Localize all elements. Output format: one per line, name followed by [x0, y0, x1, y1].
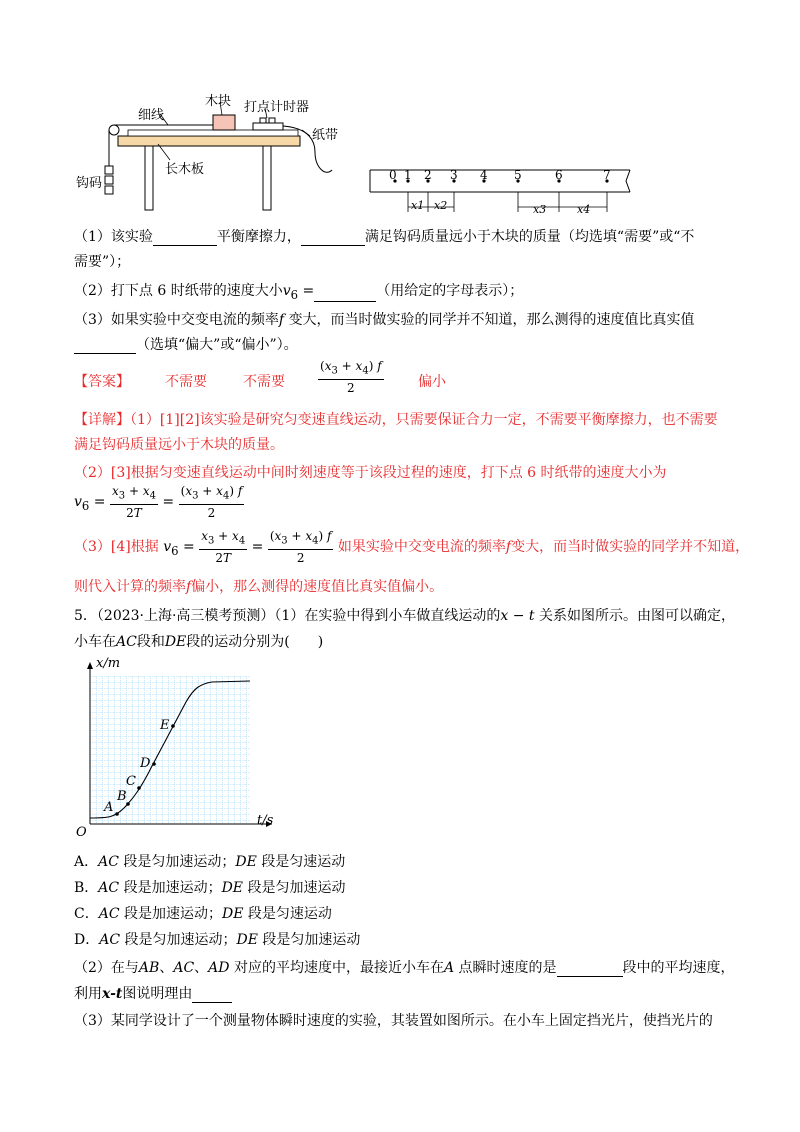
answer-label: 【答案】: [74, 374, 130, 390]
label-tape: 纸带: [312, 128, 339, 143]
tape-point-1: 1: [404, 168, 412, 182]
option-b[interactable]: B．AC 段是加速运动；DE 段是匀加速运动: [74, 880, 346, 896]
tape-point-2: 2: [424, 168, 432, 182]
detail-line3: （2）[3]根据匀变速直线运动中间时刻速度等于该段过程的速度，打下点 6 时纸带的速度大小为: [74, 465, 667, 481]
answer-4: 偏小: [418, 374, 446, 390]
tape-x2: x2: [434, 199, 448, 212]
q4-part3-line1: （3）如果实验中交变电流的频率f 变大，而当时做实验的同学并不知道，那么测得的速度值比真实值: [74, 312, 695, 328]
label-block: 木块: [205, 94, 232, 109]
detail-line5: （3）[4]根据 $v_6$ = $\frac{x_3 + x_4}{2T}$ = $\frac{(x_3 + x_4) f}{2}$ 如果实验中交变电流的频率f变大，而当时做实验的同学并不知道，: [74, 529, 750, 566]
graph-point-A: A: [104, 800, 114, 815]
graph-xlabel: t/s: [257, 813, 274, 828]
answer-2: 不需要: [243, 374, 285, 390]
graph-point-C: C: [126, 774, 136, 789]
apparatus-figure: [70, 92, 360, 217]
q5-head-line2: 小车在AC段和DE段的运动分别为( ): [74, 634, 324, 650]
q5-part2-line2: 利用x-t图说明理由: [74, 983, 232, 1003]
tape-point-7: 7: [603, 168, 611, 182]
graph-point-D: D: [140, 756, 151, 771]
tape-point-4: 4: [480, 168, 488, 182]
tape-x4: x4: [577, 203, 591, 216]
option-c[interactable]: C．AC 段是加速运动；DE 段是匀速运动: [74, 906, 332, 922]
detail-formula1: $v_6$ = $\frac{x_3 + x_4}{2T}$ = $\frac{(x_3 + x_4) f}{2}$: [74, 484, 243, 521]
answer-1: 不需要: [165, 374, 207, 390]
graph-point-E: E: [160, 718, 170, 733]
q5-part2-line1: （2）在与AB、AC、AD 对应的平均速度中，最接近小车在A 点瞬时速度的是 段中的平均速度，: [74, 960, 735, 976]
detail-line1: 【详解】（1）[1][2]该实验是研究匀变速直线运动，只需要保证合力一定，不需要平衡摩擦力，也不需要: [74, 412, 718, 428]
q4-part1-line2: 需要”）；: [74, 254, 131, 270]
q4-part3-line2: （选填“偏大”或“偏小”）。: [74, 334, 298, 354]
tape-point-6: 6: [555, 168, 563, 182]
q5-part3: （3）某同学设计了一个测量物体瞬时速度的实验，其装置如图所示。在小车上固定挡光片，使挡光片的: [74, 1013, 713, 1029]
q4-part2: （2）打下点 6 时纸带的速度大小$v_6$ = （用给定的字母表示）；: [74, 283, 524, 302]
label-weight: 钩码: [76, 176, 103, 191]
q4-part1-line1: （1）该实验 平衡摩擦力， 满足钩码质量远小于木块的质量（均选填“需要”或“不: [74, 229, 695, 245]
option-d[interactable]: D．AC 段是匀加速运动；DE 段是匀加速运动: [74, 932, 361, 948]
tape-x3: x3: [533, 203, 547, 216]
tape-point-3: 3: [450, 168, 458, 182]
tape-point-0: 0: [389, 168, 397, 182]
q5-head-line1: 5．（2023·上海·高三模考预测）（1）在实验中得到小车做直线运动的x − t 关系如图所示。由图可以确定，: [74, 608, 735, 624]
tape-x1: x1: [411, 199, 425, 212]
label-thread: 细线: [138, 108, 165, 123]
graph-origin: O: [76, 825, 87, 840]
graph-point-B: B: [117, 789, 127, 804]
graph-ylabel: x/m: [96, 656, 121, 671]
option-a[interactable]: A．AC 段是匀加速运动；DE 段是匀速运动: [74, 854, 346, 870]
label-board: 长木板: [165, 162, 205, 177]
detail-line6: 则代入计算的频率f偏小，那么测得的速度值比真实值偏小。: [74, 579, 444, 595]
detail-line2: 满足钩码质量远小于木块的质量。: [74, 437, 284, 453]
tape-point-5: 5: [514, 168, 522, 182]
label-timer: 打点计时器: [244, 100, 310, 115]
answer-3-formula: $\frac{(x_3 + x_4) f}{2}$: [320, 359, 382, 396]
